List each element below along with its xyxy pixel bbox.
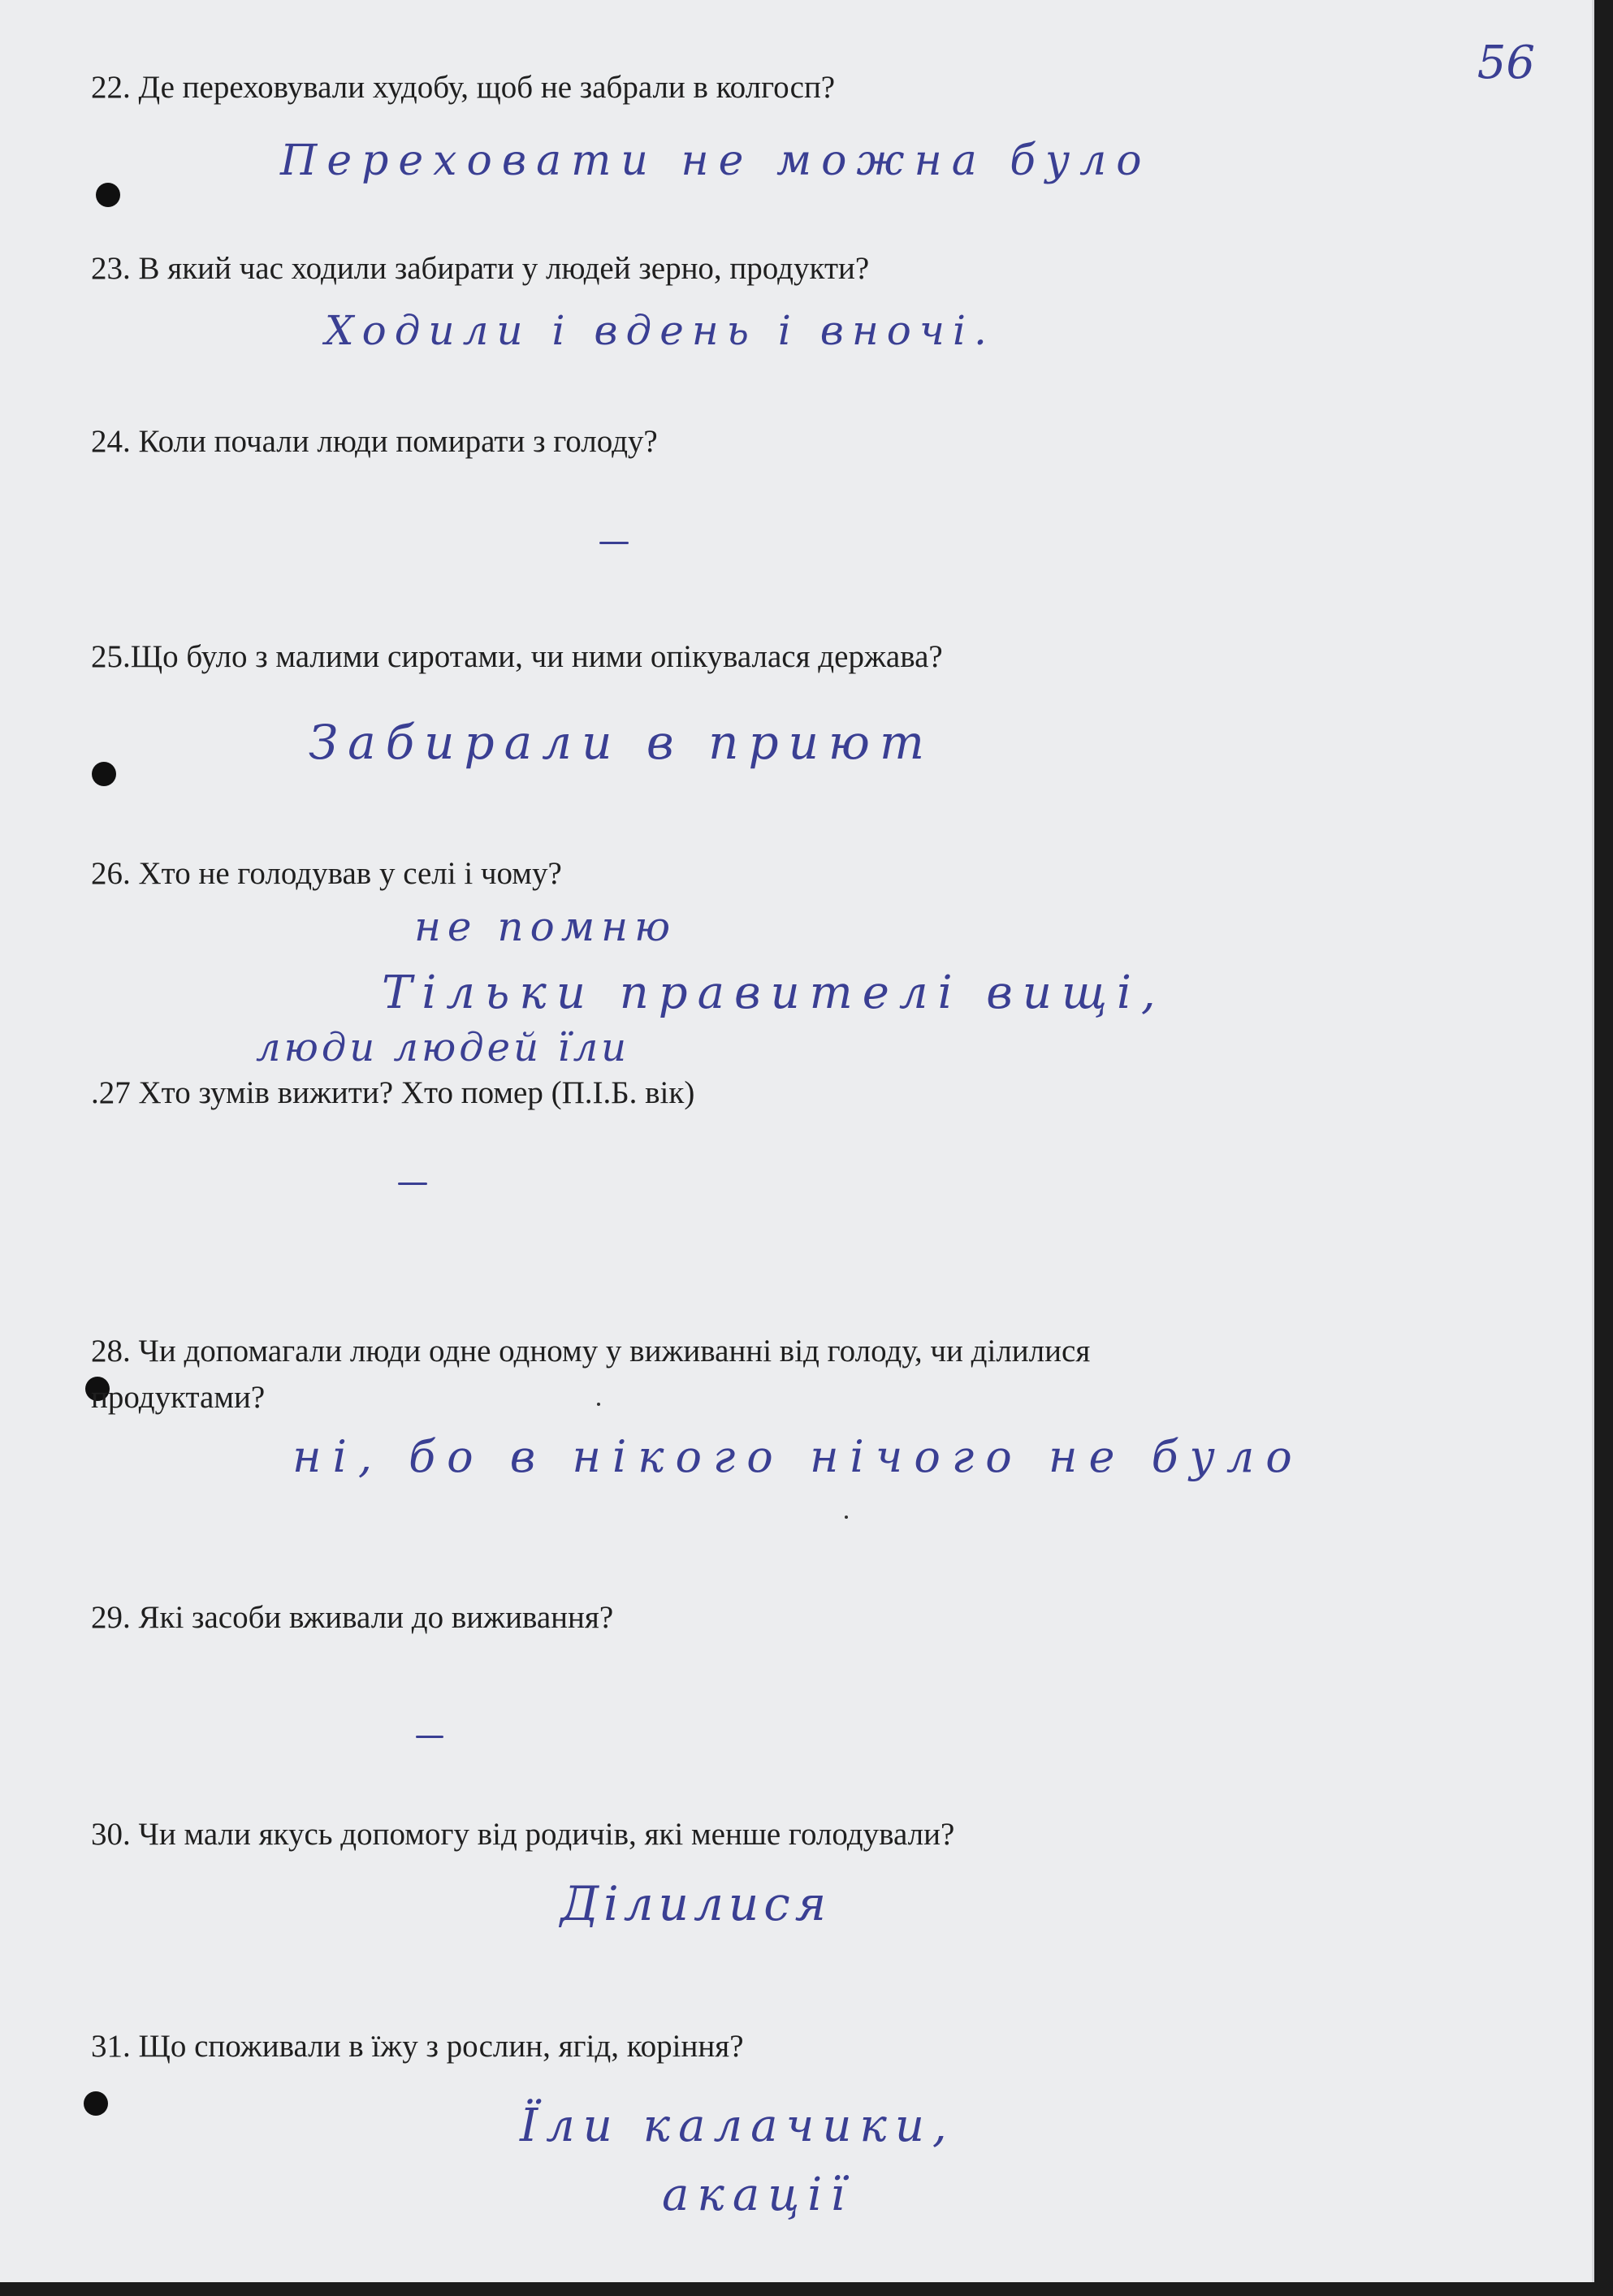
answer-23: Ходили і вдень і вночі. bbox=[325, 307, 995, 354]
answer-28: ні, бо в нікого нічого не було bbox=[292, 1431, 1304, 1482]
question-31: 31. Що споживали в їжу з рослин, ягід, коріння? bbox=[91, 2029, 744, 2064]
answer-26-line1: не помню bbox=[414, 903, 677, 950]
answer-31-line1: Їли калачики, bbox=[520, 2099, 955, 2152]
question-28-continued: продуктами? bbox=[91, 1380, 266, 1415]
question-28: 28. Чи допомагали люди одне одному у виживанні від голоду, чи ділилися bbox=[91, 1334, 1091, 1369]
punch-hole bbox=[84, 2091, 108, 2116]
answer-29-dash bbox=[416, 1736, 443, 1738]
answer-26-line3: люди людей їли bbox=[256, 1025, 630, 1070]
question-24: 24. Коли почали люди помирати з голоду? bbox=[91, 424, 658, 459]
punch-hole bbox=[96, 183, 120, 207]
answer-25: Забирали в приют bbox=[309, 715, 934, 770]
question-26: 26. Хто не голодував у селі і чому? bbox=[91, 856, 562, 891]
punch-hole bbox=[92, 762, 116, 786]
question-23: 23. В який час ходили забирати у людей зерно, продукти? bbox=[91, 251, 870, 286]
question-29: 29. Які засоби вживали до виживання? bbox=[91, 1600, 614, 1635]
question-27: .27 Хто зумів вижити? Хто помер (П.І.Б. вік) bbox=[91, 1075, 695, 1110]
answer-22: Переховати не можна було bbox=[280, 136, 1152, 185]
answer-24-dash bbox=[599, 542, 629, 544]
question-25: 25.Що було з малими сиротами, чи ними опікувалася держава? bbox=[91, 639, 943, 674]
question-22: 22. Де переховували худобу, щоб не забрали в колгосп? bbox=[91, 70, 836, 105]
question-30: 30. Чи мали якусь допомогу від родичів, які менше голодували? bbox=[91, 1817, 955, 1852]
stray-mark bbox=[845, 1516, 848, 1519]
stray-mark bbox=[597, 1403, 600, 1406]
answer-30: Ділилися bbox=[560, 1876, 832, 1931]
answer-26-line2: Тільки правителі вищі, bbox=[382, 966, 1165, 1019]
answer-31-line2: акації bbox=[662, 2168, 854, 2221]
answer-27-dash bbox=[398, 1183, 427, 1185]
page-number: 56 bbox=[1477, 37, 1535, 89]
